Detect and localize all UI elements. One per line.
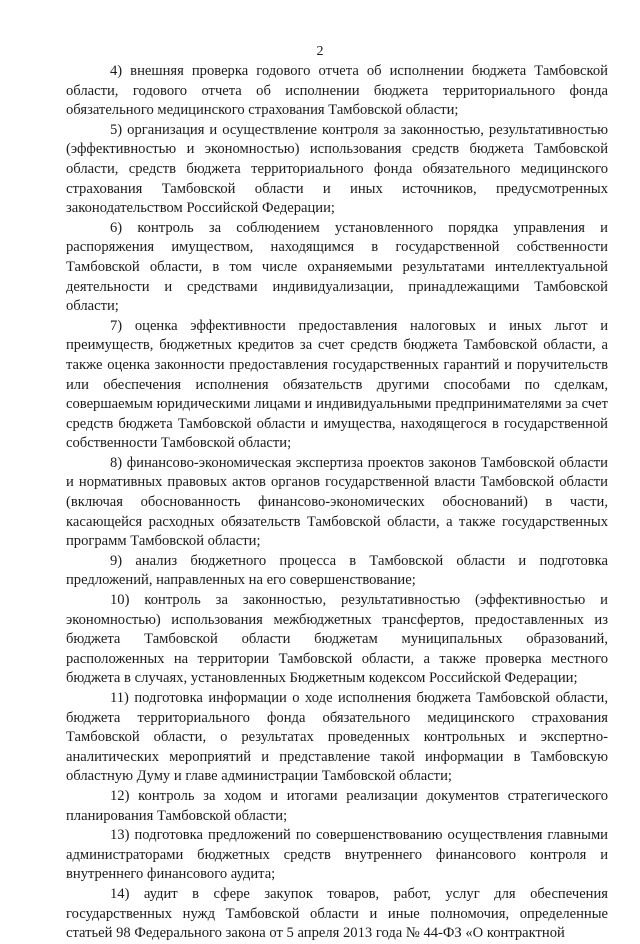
paragraph-item-13: 13) подготовка предложений по совершенствованию осуществления главными администраторами бюджетных средств внутреннего финансового контроля и внутреннего финансового аудита; — [66, 827, 608, 883]
paragraph-item-5: 5) организация и осуществление контроля за законностью, результативностью (эффективностью и экономностью) использования средств бюджета Тамбовской области, средств бюджета территориального фонда обязательного медицинского страхования Тамбовской области и иных источников, предусмотренных законодательством Российской Федерации; — [66, 121, 608, 217]
paragraph-item-9: 9) анализ бюджетного процесса в Тамбовской области и подготовка предложений, направленных на его совершенствование; — [66, 552, 608, 589]
paragraph-item-14: 14) аудит в сфере закупок товаров, работ, услуг для обеспечения государственных нужд Тамбовской области и иные полномочия, определенные статьей 98 Федерального закона от 5 апреля 2013 года № 44-ФЗ «О контрактной — [66, 885, 608, 942]
paragraph-item-4: 4) внешняя проверка годового отчета об исполнении бюджета Тамбовской области, годового отчета об исполнении бюджета территориального фонда обязательного медицинского страхования Тамбовской области; — [66, 63, 608, 119]
paragraph-item-10: 10) контроль за законностью, результативностью (эффективностью и экономностью) использования межбюджетных трансфертов, предоставленных из бюджета Тамбовской области бюджетам муниципальных образований, расположенных на территории Тамбовской области, а также проверка местного бюджета в случаях, установленных Бюджетным кодексом Российской Федерации; — [66, 592, 608, 687]
paragraph-item-12: 12) контроль за ходом и итогами реализации документов стратегического планирования Тамбовской области; — [66, 787, 608, 824]
paragraph-item-7: 7) оценка эффективности предоставления налоговых и иных льгот и преимуществ, бюджетных кредитов за счет средств бюджета Тамбовской области, а также оценка законности предоставления государственных гарантий и поручительств или обеспечения исполнения обязательств другими способами по сделкам, совершаемым юридическими лицами и индивидуальными предпринимателями за счет средств бюджета Тамбовской области и имущества, находящегося в государственной собственности Тамбовской области; — [66, 317, 608, 452]
page-number: 2 — [316, 44, 324, 59]
paragraph-item-11: 11) подготовка информации о ходе исполнения бюджета Тамбовской области, бюджета территориального фонда обязательного медицинского страхования Тамбовской области, о результатах проведенных контрольных и экспертно-аналитических мероприятий и представление такой информации в Тамбовскую областную Думу и главе администрации Тамбовской области; — [66, 690, 608, 785]
paragraph-item-6: 6) контроль за соблюдением установленного порядка управления и распоряжения имуществом, находящимся в государственной собственности Тамбовской области, в том числе охраняемыми результатами интеллектуальной деятельности и средствами индивидуализации, принадлежащими Тамбовской области; — [66, 219, 608, 315]
paragraph-item-8: 8) финансово-экономическая экспертиза проектов законов Тамбовской области и нормативных правовых актов органов государственной власти Тамбовской области (включая обоснованность финансово-экономических обоснований) в части, касающейся расходных обязательств Тамбовской области, а также государственных программ Тамбовской области; — [66, 454, 608, 550]
document-body — [66, 62, 608, 944]
